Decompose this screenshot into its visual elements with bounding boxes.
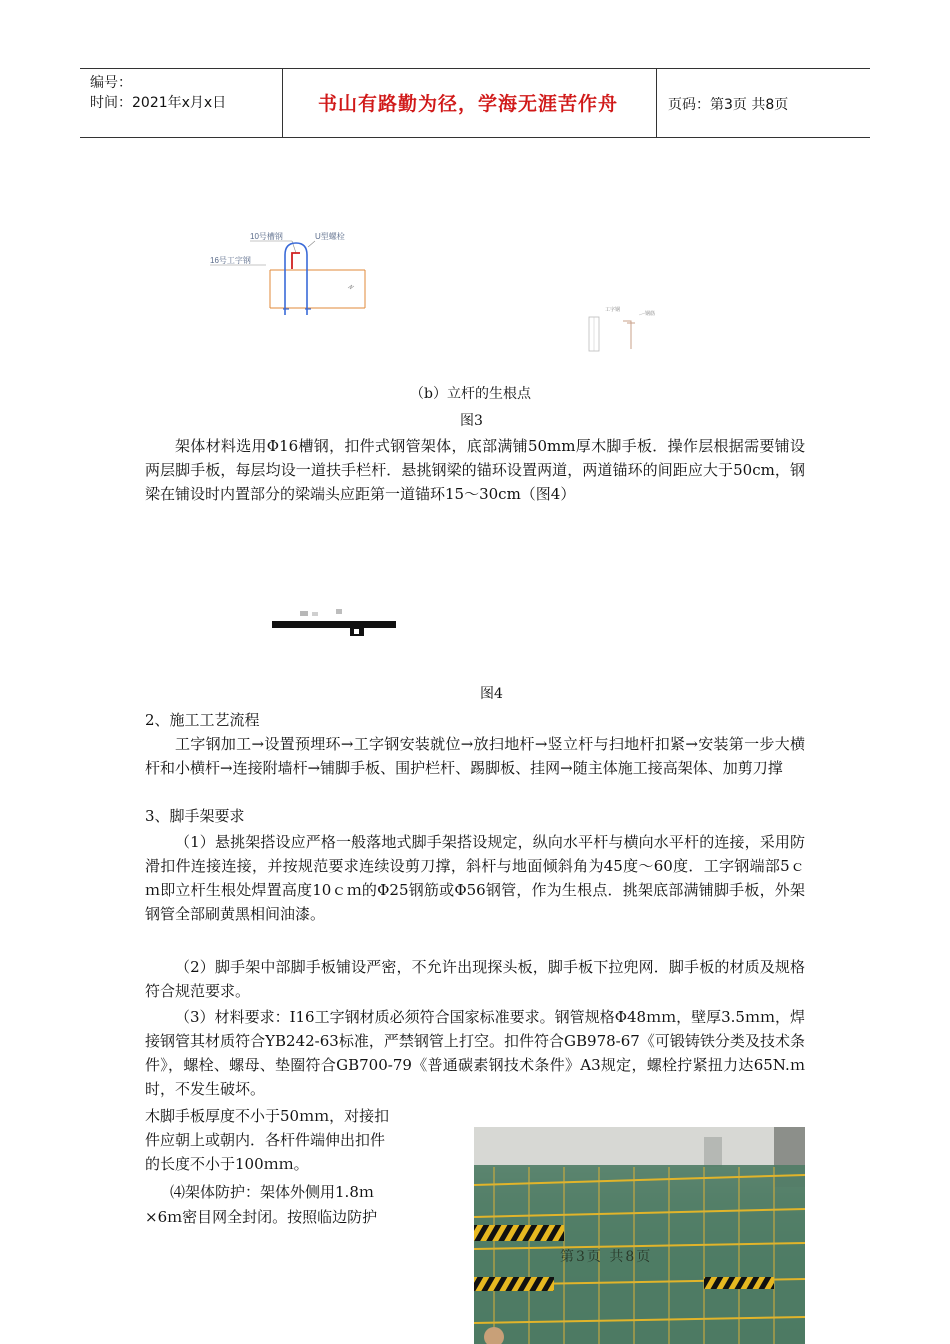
time-label: 时间：2021年x月x日 <box>90 95 227 111</box>
section3-item2: （2）脚手架中部脚手板铺设严密，不允许出现探头板，脚手板下拉兜网．脚手板的材质及规格符合规范要求。 <box>145 958 805 1000</box>
scaffold-photo-drawing <box>474 1127 805 1344</box>
figure3-small-label-right: 钢筋 <box>645 311 656 317</box>
header-meta <box>90 73 226 113</box>
header-motto: 书山有路勤为径，学海无涯苦作舟 <box>317 93 618 115</box>
section3-item3-line: 木脚手板厚度不小于50ｍｍ，对接扣 <box>145 1107 390 1125</box>
figure3-subcaption: （b）立杆的生根点 <box>410 386 531 402</box>
figure3-label-ibeam: 16号工字钢 <box>210 256 251 265</box>
figure3-diagram <box>200 225 380 325</box>
section3-title: 3、脚手架要求 <box>145 807 245 825</box>
paragraph-materials: 架体材料选用Φ16槽钢，扣件式钢管架体，底部满铺50mm厚木脚手板．操作层根据需要铺设两层脚手板，每层均设一道扶手栏杆．悬挑钢梁的锚环设置两道，两道锚环的间距应大于50cm，钢梁在铺设时内置部分的梁端头应距第一道锚环15～30cm（图4） <box>145 437 805 503</box>
section3-item4-line: ⑷架体防护：架体外侧用1.8ｍ <box>170 1183 374 1201</box>
figure3-small-diagram <box>583 303 663 363</box>
scaffold-photo <box>474 1127 805 1344</box>
figure4-diagram <box>270 605 410 645</box>
serial-label: 编号： <box>90 75 132 91</box>
figure3-small-label-left: 工字钢 <box>605 307 621 313</box>
figure3-caption: 图3 <box>460 413 483 429</box>
figure3-label-ubolt: U型螺栓 <box>315 232 345 241</box>
section3-item4-line: ×6ｍ密目网全封闭。按照临边防护 <box>145 1208 378 1226</box>
header-page-info: 页码：第3页 共8页 <box>668 97 789 113</box>
section3-item3-line: 件应朝上或朝内．各杆件端伸出扣件 <box>145 1131 386 1149</box>
section2-body: 工字钢加工→设置预埋环→工字钢安装就位→放扫地杆→竖立杆与扫地杆扣紧→安装第一步大横杆和小横杆→连接附墙杆→铺脚手板、围护栏杆、踢脚板、挂网→随主体施工接高架体、加剪刀撑 <box>145 735 805 777</box>
section3-item3-line: 的长度不小于100ｍｍ。 <box>145 1155 309 1173</box>
section2-title: 2、施工工艺流程 <box>145 711 260 729</box>
page-header <box>80 68 870 138</box>
section3-item1: （1）悬挑架搭设应严格一般落地式脚手架搭设规定，纵向水平杆与横向水平杆的连接，采用防滑扣件连接连接，并按规范要求连续设剪刀撑，斜杆与地面倾斜角为45度～60度．工字钢端部5ｃｍ即立杆生根处焊置高度10ｃｍ的Φ25钢筋或Φ56钢管，作为生根点．挑架底部满铺脚手板，外架钢管全部刷黄黑相间油漆。 <box>145 833 805 923</box>
figure3-label-channel: 10号槽钢 <box>250 232 283 241</box>
section3-item3: （3）材料要求：I16工字钢材质必须符合国家标准要求。钢管规格Φ48ｍｍ，壁厚3.5ｍｍ，焊接钢管其材质符合YB242-63标准，严禁钢管上打空。扣件符合GB978-67《可锻铸铁分类及技术条件》，螺栓、螺母、垫圈符合GB700-79《普通碳素钢技术条件》A3规定，螺栓拧紧扭力达65N.ｍ时，不发生破坏。 <box>145 1008 805 1098</box>
figure4-caption: 图4 <box>480 686 503 702</box>
footer-page-text: 第3页 共8页 <box>560 1249 653 1265</box>
header-divider <box>656 69 657 137</box>
